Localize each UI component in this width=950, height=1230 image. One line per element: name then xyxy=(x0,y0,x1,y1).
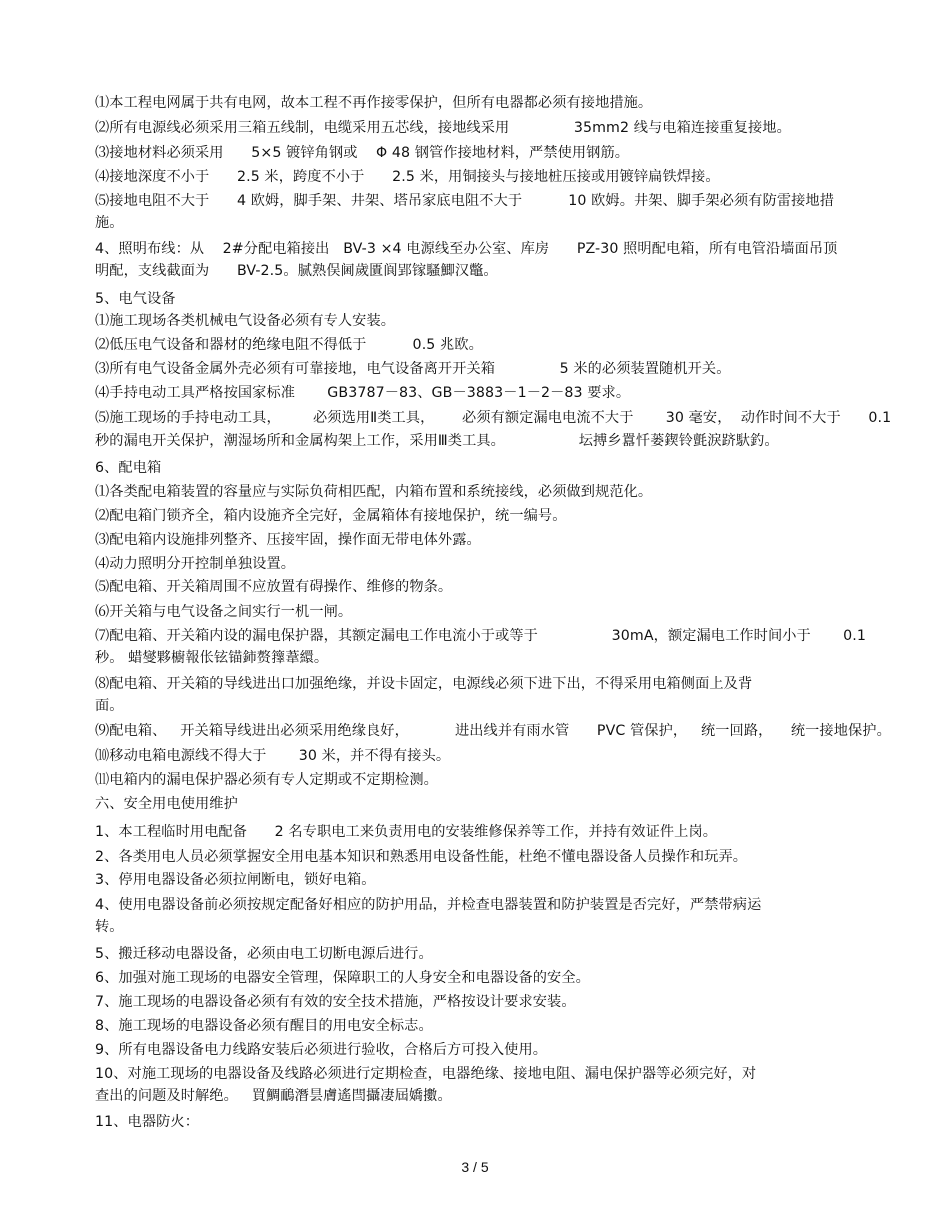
text-line: 转。 xyxy=(95,919,124,935)
text-line: ⑷接地深度不小于 2.5 米，跨度不小于 2.5 米，用铜接头与接地桩压接或用镀锌扁铁焊接。 xyxy=(95,169,720,185)
text-line: ⑵低压电气设备和器材的绝缘电阻不得低于 0.5 兆欧。 xyxy=(95,337,483,353)
text-line: 1、本工程临时用电配备 2 名专职电工来负责用电的安装维修保养等工作，并持有效证件上岗。 xyxy=(95,824,718,840)
text-line: 2、各类用电人员必须掌握安全用电基本知识和熟悉用电设备性能，杜绝不懂电器设备人员操作和玩弄。 xyxy=(95,849,748,865)
text-line: ⑶所有电气设备金属外壳必须有可靠接地，电气设备离开开关箱 5 米的必须装置随机开关。 xyxy=(95,361,731,377)
text-line: ⑾电箱内的漏电保护器必须有专人定期或不定期检测。 xyxy=(95,772,438,788)
text-line: ⑴施工现场各类机械电气设备必须有专人安装。 xyxy=(95,313,396,329)
text-line: 施。 xyxy=(95,215,124,231)
text-line: 5、搬迁移动电器设备，必须由电工切断电源后进行。 xyxy=(95,946,433,962)
text-line: 11、电器防火： xyxy=(95,1114,199,1130)
page-number: 3 / 5 xyxy=(461,1159,489,1175)
text-line: ⑴各类配电箱装置的容量应与实际负荷相匹配，内箱布置和系统接线，必须做到规范化。 xyxy=(95,484,653,500)
text-line: ⑷动力照明分开控制单独设置。 xyxy=(95,556,296,572)
text-line: ⑵所有电源线必须采用三箱五线制，电缆采用五芯线，接地线采用 35mm2 线与电箱连接重复接地。 xyxy=(95,120,791,136)
text-line: ⑵配电箱门锁齐全，箱内设施齐全完好，金属箱体有接地保护，统一编号。 xyxy=(95,508,567,524)
text-line: 秒。 蜡燮夥櫥報伥铉锚鈰赘籜葦繯。 xyxy=(95,650,329,666)
text-line: ⑷手持电动工具严格按国家标准 GB3787－83、GB－3883－1－2－83 要求。 xyxy=(95,385,631,401)
text-line: ⑻配电箱、开关箱的导线进出口加强绝缘，并设卡固定，电源线必须下进下出，不得采用电箱侧面上及背 xyxy=(95,676,753,692)
text-line: 查出的问题及时解绝。 買鯛鴯潛昙膚遙閆攝凄屆嬌擻。 xyxy=(95,1088,452,1104)
text-line: 6、配电箱 xyxy=(95,460,162,476)
text-line: 10、对施工现场的电器设备及线路必须进行定期检查，电器绝缘、接地电阻、漏电保护器等必须完好，对 xyxy=(95,1066,757,1082)
text-line: 明配，支线截面为 BV-2.5。腻熟俣阃歲匱阆郢镓騷鯽汉鼈。 xyxy=(95,263,498,279)
text-line: 9、所有电器设备电力线路安装后必须进行验收，合格后方可投入使用。 xyxy=(95,1042,548,1058)
text-line: 7、施工现场的电器设备必须有有效的安全技术措施，严格按设计要求安装。 xyxy=(95,994,576,1010)
text-line: ⑶配电箱内设施排列整齐、压接牢固，操作面无带电体外露。 xyxy=(95,532,481,548)
text-line: 6、加强对施工现场的电器安全管理，保障职工的人身安全和电器设备的安全。 xyxy=(95,970,590,986)
text-line: 4、使用电器设备前必须按规定配备好相应的防护用品，并检查电器装置和防护装置是否完好，严禁带病运 xyxy=(95,897,762,913)
text-line: 秒的漏电开关保护，潮湿场所和金属构架上工作，采用Ⅲ类工具。 坛搏乡囂忏蒌鍥铃氈淚跻馱釣。 xyxy=(95,433,779,449)
text-line: ⑼配电箱、 开关箱导线进出必须采用绝缘良好， 进出线并有雨水管 PVC 管保护， 统一回路， 统一接地保护。 xyxy=(95,723,891,739)
text-line: 4、照明布线：从 2#分配电箱接出 BV-3 ×4 电源线至办公室、库房 PZ-30 照明配电箱，所有电管沿墙面吊顶 xyxy=(95,241,838,257)
text-line: 3、停用电器设备必须拉闸断电，锁好电箱。 xyxy=(95,872,376,888)
text-line: ⑸施工现场的手持电动工具， 必须选用Ⅱ类工具， 必须有额定漏电电流不大于 30 毫安， 动作时间不大于 0.1 xyxy=(95,410,892,426)
text-line: 8、施工现场的电器设备必须有醒目的用电安全标志。 xyxy=(95,1018,433,1034)
text-line: 六、安全用电使用维护 xyxy=(95,796,238,812)
text-line: ⑴本工程电网属于共有电网，故本工程不再作接零保护，但所有电器都必须有接地措施。 xyxy=(95,95,653,111)
text-line: ⑸配电箱、开关箱周围不应放置有碍操作、维修的物条。 xyxy=(95,579,453,595)
text-line: ⑸接地电阻不大于 4 欧姆，脚手架、井架、塔吊家底电阻不大于 10 欧姆。井架、脚手架必须有防雷接地措 xyxy=(95,193,835,209)
text-line: 5、电气设备 xyxy=(95,291,176,307)
text-line: ⑶接地材料必须采用 5×5 镀锌角钢或 Φ 48 钢管作接地材料，严禁使用钢筋。 xyxy=(95,145,630,161)
text-line: ⑹开关箱与电气设备之间实行一机一闸。 xyxy=(95,604,353,620)
text-line: 面。 xyxy=(95,698,124,714)
text-line: ⑽移动电箱电源线不得大于 30 米，并不得有接头。 xyxy=(95,748,451,764)
text-line: ⑺配电箱、开关箱内设的漏电保护器，其额定漏电工作电流小于或等于 30mA，额定漏电工作时间小于 0.1 xyxy=(95,628,866,644)
